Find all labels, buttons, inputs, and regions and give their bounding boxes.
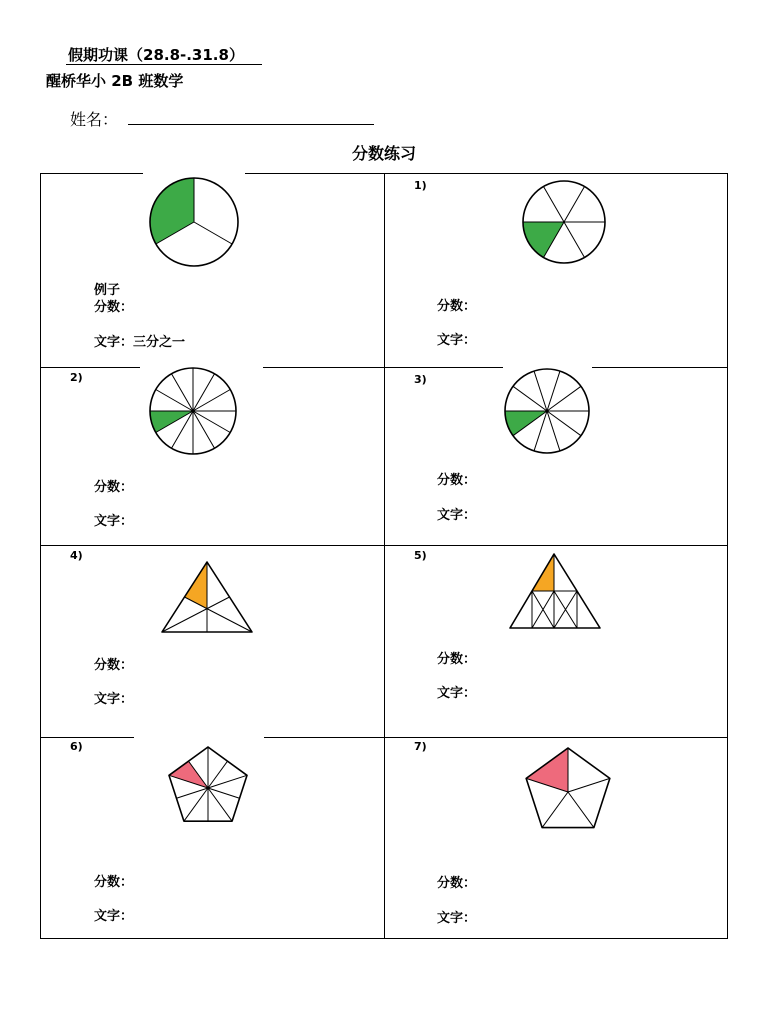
grid-border — [592, 367, 728, 368]
grid-border — [40, 367, 140, 368]
division-line — [193, 411, 215, 448]
words-label: 文字： — [437, 333, 477, 348]
triangle-eighths-figure — [507, 550, 605, 632]
name-label: 姓名： — [70, 110, 119, 129]
division-line — [193, 411, 230, 433]
homework-title: 假期功课（28.8-.31.8） — [68, 44, 244, 65]
division-line — [172, 374, 194, 411]
division-line — [208, 761, 227, 788]
division-line — [193, 390, 230, 412]
division-line — [194, 222, 232, 244]
fraction-label: 分数： — [94, 875, 134, 890]
example-words-label: 文字：三分之一 — [94, 335, 186, 350]
division-line — [176, 788, 208, 798]
question-number: 7) — [414, 740, 427, 753]
words-label: 文字： — [94, 692, 134, 707]
pentagon-fifths-figure — [520, 746, 616, 830]
grid-border — [40, 173, 143, 174]
words-label: 文字： — [437, 911, 477, 926]
circle-tenths-figure — [501, 365, 593, 457]
example-circle-figure — [144, 174, 244, 270]
division-line — [534, 371, 547, 411]
division-line — [547, 411, 581, 436]
fraction-label: 分数： — [437, 876, 477, 891]
division-line — [208, 788, 232, 821]
worksheet-title: 分数练习 — [351, 144, 416, 163]
division-line — [156, 390, 193, 412]
shaded-part — [169, 761, 208, 788]
fraction-label: 分数： — [94, 658, 134, 673]
words-label: 文字： — [94, 909, 134, 924]
school-class: 醒桥华小 2B 班数学 — [46, 72, 184, 90]
grid-border — [264, 737, 728, 738]
division-line — [568, 792, 594, 828]
division-line — [193, 374, 215, 411]
division-line — [547, 411, 560, 451]
shaded-sector — [523, 222, 564, 258]
division-line — [547, 386, 581, 411]
question-number: 2) — [70, 371, 83, 384]
grid-border — [40, 737, 134, 738]
triangle-sixths-figure — [158, 558, 256, 636]
division-line — [564, 222, 585, 258]
grid-border — [263, 367, 503, 368]
question-number: 6) — [70, 740, 83, 753]
grid-border — [40, 938, 728, 939]
fraction-label: 分数： — [94, 480, 134, 495]
division-line — [542, 792, 568, 828]
fraction-label: 分数： — [437, 299, 477, 314]
shaded-sector — [150, 178, 194, 244]
division-line — [513, 386, 547, 411]
fraction-label: 分数： — [437, 473, 477, 488]
pentagon-tenths-figure — [163, 744, 253, 828]
question-number: 3) — [414, 373, 427, 386]
grid-border — [245, 173, 728, 174]
circle-twelfths-figure — [145, 364, 241, 458]
division-line — [208, 788, 240, 798]
shaded-part — [185, 562, 208, 609]
question-number: 1) — [414, 179, 427, 192]
words-label: 文字： — [94, 514, 134, 529]
example-tag: 例子 — [94, 283, 121, 298]
name-answer-line[interactable] — [128, 124, 374, 125]
division-line — [544, 186, 565, 222]
question-number: 4) — [70, 549, 83, 562]
division-line — [568, 778, 610, 792]
grid-border — [727, 173, 728, 939]
words-label: 文字： — [437, 508, 477, 523]
circle-sixths-figure — [518, 177, 610, 267]
words-label: 文字： — [437, 686, 477, 701]
grid-border — [40, 173, 41, 938]
example-fraction-label: 分数： — [94, 300, 134, 315]
title-underline — [66, 64, 262, 65]
division-line — [547, 371, 560, 411]
division-line — [208, 775, 247, 788]
example-words-answer: 三分之一 — [133, 335, 186, 350]
question-number: 5) — [414, 549, 427, 562]
fraction-label: 分数： — [437, 652, 477, 667]
division-line — [564, 186, 585, 222]
division-line — [185, 597, 253, 632]
division-line — [184, 788, 208, 821]
grid-border — [384, 173, 385, 938]
